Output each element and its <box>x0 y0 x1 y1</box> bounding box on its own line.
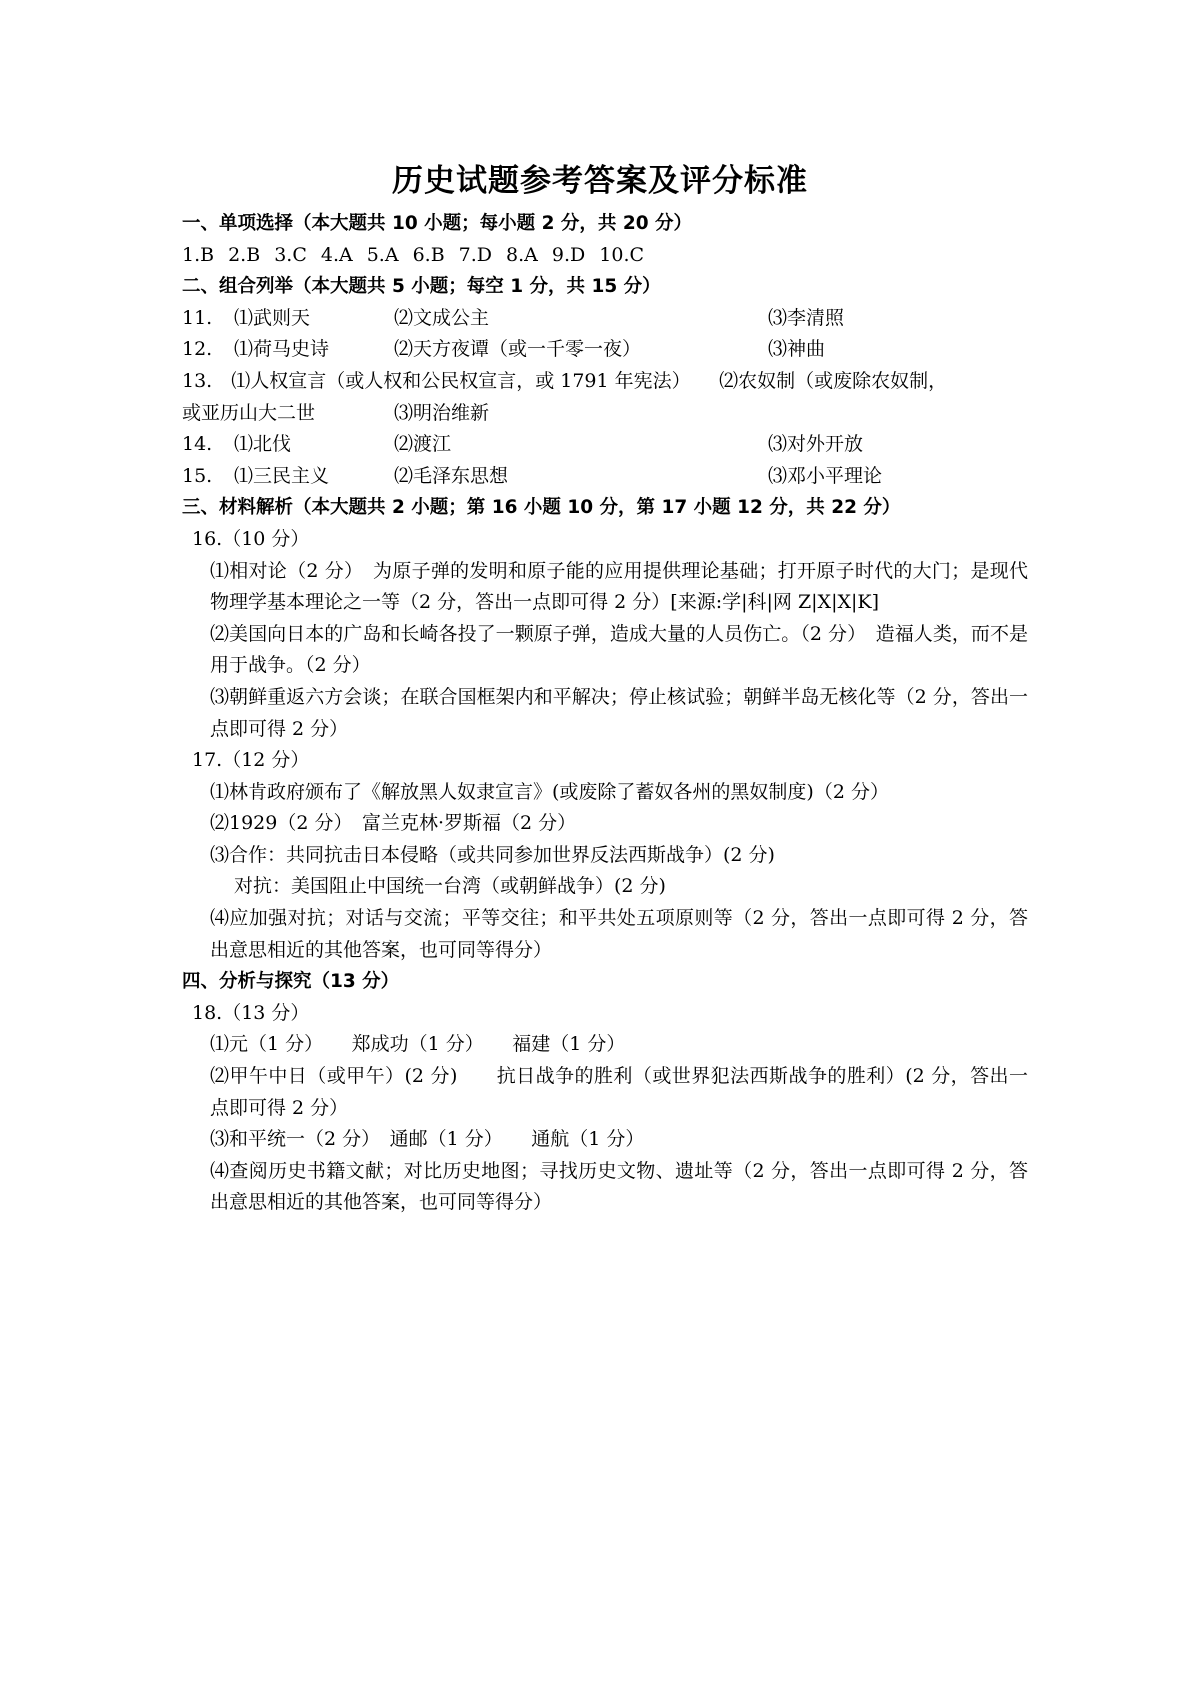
question-11-row <box>182 303 1028 335</box>
answer-3: ⑶对外开放 <box>768 433 864 456</box>
document-body <box>182 208 1028 1219</box>
question-17-part-2: ⑵1929（2 分） 富兰克林·罗斯福（2 分） <box>210 812 577 835</box>
question-17-part-1: ⑴林肯政府颁布了《解放黑人奴隶宣言》(或废除了蓄奴各州的黑奴制度)（2 分） <box>210 780 889 803</box>
multiple-choice-answers <box>182 240 1028 272</box>
question-16-part-2: ⑵美国向日本的广岛和长崎各投了一颗原子弹，造成大量的人员伤亡。（2 分） 造福人类，而不是用于战争。（2 分） <box>210 622 1028 677</box>
answer-item: 9.D <box>551 243 586 266</box>
question-18-label: 18.（13 分） <box>192 1001 310 1024</box>
answer-item: 5.A <box>366 243 399 266</box>
question-13-line-2 <box>182 398 1028 430</box>
question-18-part-1: ⑴元（1 分） 郑成功（1 分） 福建（1 分） <box>210 1033 626 1056</box>
question-number: 11. <box>182 306 213 329</box>
answer-1: ⑴北伐 <box>234 433 292 456</box>
answer-2: ⑵天方夜谭（或一千零一夜） <box>394 338 642 361</box>
section-2-heading: 二、组合列举（本大题共 5 小题；每空 1 分，共 15 分） <box>182 276 661 298</box>
question-17-label: 17.（12 分） <box>192 749 310 772</box>
question-16-part-3: ⑶朝鲜重返六方会谈；在联合国框架内和平解决；停止核试验；朝鲜半岛无核化等（2 分，答出一点即可得 2 分） <box>210 685 1028 740</box>
question-16-part-1: ⑴相对论（2 分） 为原子弹的发明和原子能的应用提供理论基础；打开原子时代的大门；是现代物理学基本理论之一等（2 分，答出一点即可得 2 分）[来源:学|科|网 Z|X|X|K] <box>210 559 1028 614</box>
question-18-part-2: ⑵甲午中日（或甲午）(2 分) 抗日战争的胜利（或世界犯法西斯战争的胜利）(2 分，答出一点即可得 2 分） <box>210 1065 1028 1119</box>
question-18-part-4: ⑷查阅历史书籍文献；对比历史地图；寻找历史文物、遗址等（2 分，答出一点即可得 2 分，答出意思相近的其他答案，也可同等得分） <box>210 1159 1028 1214</box>
answer-3: ⑶邓小平理论 <box>768 464 883 487</box>
question-13-line-1: 13. ⑴人权宣言（或人权和公民权宣言，或 1791 年宪法） ⑵农奴制（或废除农奴制， <box>182 369 948 392</box>
question-18-part-3: ⑶和平统一（2 分） 通邮（1 分） 通航（1 分） <box>210 1128 645 1151</box>
section-4-heading: 四、分析与探究（13 分） <box>182 971 400 993</box>
section-1-heading: 一、单项选择（本大题共 10 小题；每小题 2 分，共 20 分） <box>182 213 693 234</box>
question-17-part-3-continued: 对抗：美国阻止中国统一台湾（或朝鲜战争）(2 分) <box>234 875 666 898</box>
answer-item: 7.D <box>458 243 493 266</box>
question-16-label: 16.（10 分） <box>192 527 310 550</box>
answer-1: ⑴武则天 <box>234 306 311 329</box>
answer-1: ⑴三民主义 <box>234 464 330 487</box>
answer-item: 8.A <box>506 243 538 266</box>
answer-2: ⑵毛泽东思想 <box>394 464 509 487</box>
answer-item: 6.B <box>412 243 445 266</box>
page-title: 历史试题参考答案及评分标准 <box>392 163 808 199</box>
question-number: 12. <box>182 338 213 361</box>
answer-3: ⑶明治维新 <box>394 401 490 424</box>
answer-item: 10.C <box>599 243 645 266</box>
answer-1: ⑴荷马史诗 <box>234 338 330 361</box>
question-number: 14. <box>182 433 213 456</box>
answer-2: ⑵文成公主 <box>394 306 490 329</box>
answer-3: ⑶神曲 <box>768 338 826 361</box>
answer-3: ⑶李清照 <box>768 306 845 329</box>
answer-2-continued: 或亚历山大二世 <box>182 401 316 424</box>
answer-2: ⑵渡江 <box>394 433 452 456</box>
question-17-part-4: ⑷应加强对抗；对话与交流；平等交往；和平共处五项原则等（2 分，答出一点即可得 2 分，答出意思相近的其他答案，也可同等得分） <box>210 907 1028 961</box>
answer-item: 2.B <box>228 243 261 266</box>
question-14-row <box>182 429 1028 461</box>
answer-item: 3.C <box>274 243 307 266</box>
question-17-part-3: ⑶合作：共同抗击日本侵略（或共同参加世界反法西斯战争）(2 分) <box>210 843 775 866</box>
question-12-row <box>182 334 1028 366</box>
answer-item: 4.A <box>320 243 353 266</box>
question-15-row <box>182 461 1028 493</box>
section-3-heading: 三、材料解析（本大题共 2 小题；第 16 小题 10 分，第 17 小题 12 分，共 22 分） <box>182 497 901 519</box>
answer-item: 1.B <box>182 243 215 266</box>
question-number: 15. <box>182 464 213 487</box>
